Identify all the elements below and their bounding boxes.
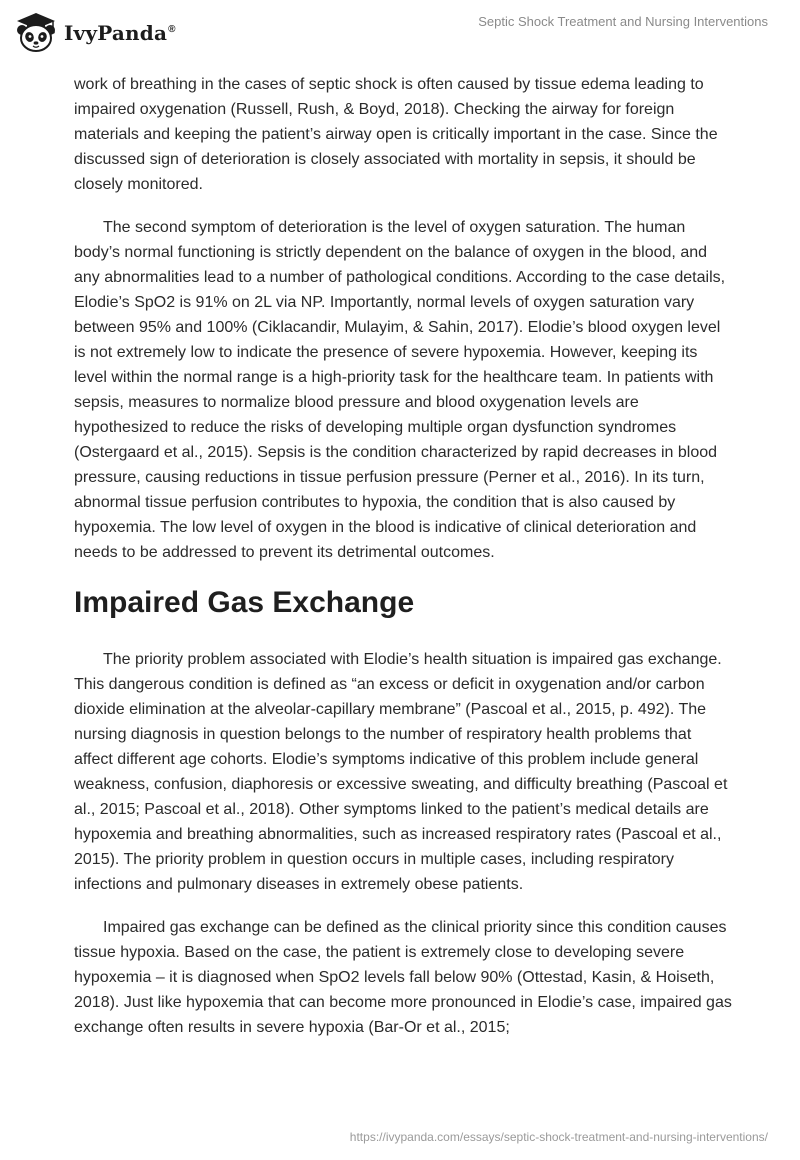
paragraph-clinical-priority: Impaired gas exchange can be defined as the clinical priority since this condition causes tissue hypoxia. Based on the case, the patient is extremely close to developing severe hypoxemia – it is diagnosed when SpO2 levels fall below 90% (Ottestad, Kasin, & Hoiseth, 2018). Just like hypoxemia that can become more pronounced in Elodie’s case, impaired gas exchange often results in severe hypoxia (Bar-Or et al., 2015; (74, 919, 732, 1036)
paragraph-oxygen-saturation: The second symptom of deterioration is the level of oxygen saturation. The human body’s normal functioning is strictly dependent on the balance of oxygen in the blood, and any abnormalities lead to a number of pathological conditions. According to the case details, Elodie’s SpO2 is 91% on 2L via NP. Importantly, normal levels of oxygen saturation vary between 95% and 100% (Ciklacandir, Mulayim, & Sahin, 2017). Elodie’s blood oxygen level is not extremely low to indicate the presence of severe hypoxemia. However, keeping its level within the normal range is a high-priority task for the healthcare team. In patients with sepsis, measures to normalize blood pressure and blood oxygenation levels are hypothesized to reduce the risks of developing multiple organ dysfunction syndromes (Ostergaard et al., 2015). Sepsis is the condition characterized by rapid decreases in blood pressure, causing reductions in tissue perfusion pressure (Perner et al., 2016). In its turn, abnormal tissue perfusion contributes to hypoxia, the condition that is also caused by hypoxemia. The low level of oxygen in the blood is indicative of clinical deterioration and needs to be addressed to prevent its detrimental outcomes. (74, 219, 726, 561)
section-heading: Impaired Gas Exchange (74, 586, 415, 619)
source-url-link[interactable]: https://ivypanda.com/essays/septic-shock-treatment-and-nursing-interventions/ (349, 1130, 768, 1144)
registered-mark: ® (168, 24, 176, 36)
page-header (0, 0, 800, 64)
paragraph-airway: work of breathing in the cases of septic shock is often caused by tissue edema leading to impaired oxygenation (Russell, Rush, & Boyd, 2018). Checking the airway for foreign materials and keeping the patient’s airway open is critically important in the case. Since the discussed sign of deterioration is closely associated with mortality in sepsis, it should be closely monitored. (74, 76, 718, 193)
paragraph-priority-problem: The priority problem associated with Elodie’s health situation is impaired gas exchange. This dangerous condition is defined as “an excess or deficit in oxygenation and/or carbon dioxide elimination at the alveolar-capillary membrane” (Pascoal et al., 2015, p. 492). The nursing diagnosis in question belongs to the number of respiratory health problems that affect different age cohorts. Elodie’s symptoms indicative of this problem include general weakness, confusion, diaphoresis or excessive sweating, and difficulty breathing (Pascoal et al., 2015; Pascoal et al., 2018). Other symptoms linked to the patient’s medical details are hypoxemia and breathing abnormalities, such as increased respiratory rates (Pascoal et al., 2015). The priority problem in question occurs in multiple cases, including respiratory infections and pulmonary diseases in extremely obese patients. (74, 651, 728, 893)
brand-name: IvyPanda® (64, 21, 176, 45)
essay-body (74, 72, 734, 1040)
document-title: Septic Shock Treatment and Nursing Interventions (478, 14, 768, 29)
panda-graduate-icon (14, 10, 58, 54)
brand-logo[interactable] (14, 10, 176, 54)
